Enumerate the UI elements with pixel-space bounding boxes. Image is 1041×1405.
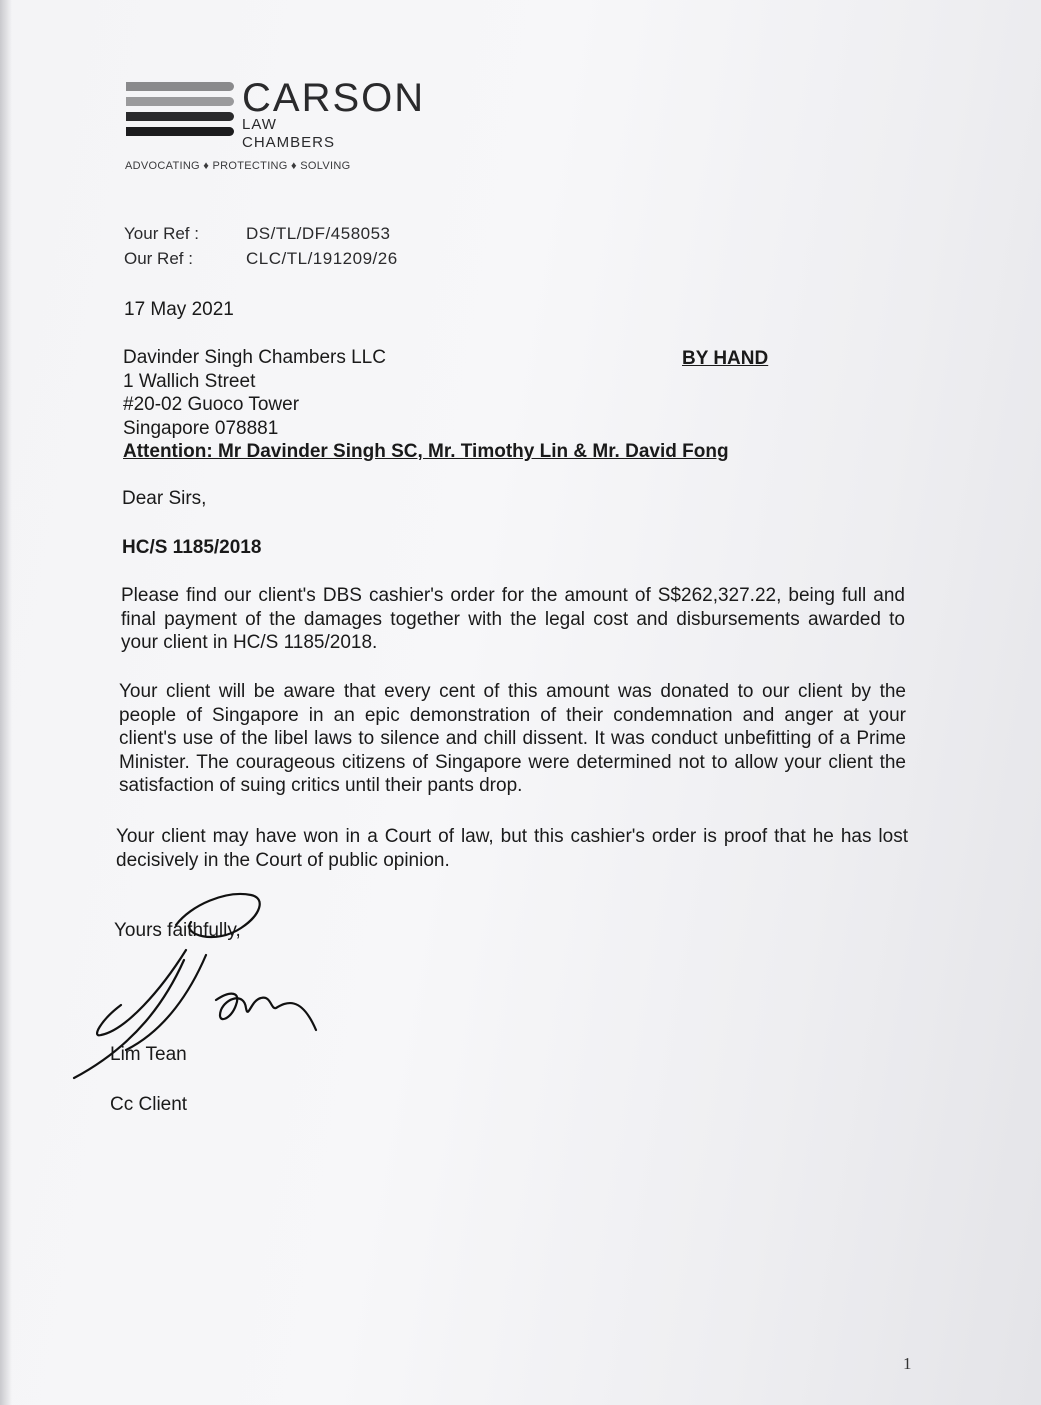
ref-value: DS/TL/DF/458053	[246, 224, 391, 243]
handwritten-signature-icon	[66, 880, 336, 1090]
ref-label: Our Ref :	[124, 249, 193, 268]
cc-line: Cc Client	[110, 1094, 188, 1115]
ref-value: CLC/TL/191209/26	[246, 249, 398, 268]
recipient-line2: 1 Wallich Street	[123, 370, 256, 392]
ref-label: Your Ref :	[124, 224, 199, 243]
page-number: 1	[903, 1354, 912, 1373]
attention-line: Attention: Mr Davinder Singh SC, Mr. Timothy Lin & Mr. David Fong	[123, 441, 729, 462]
letter-date: 17 May 2021	[124, 299, 234, 320]
delivery-method: BY HAND	[682, 348, 769, 369]
recipient-line1: Davinder Singh Chambers LLC	[123, 347, 386, 368]
firm-subtitle-chambers: CHAMBERS	[242, 134, 336, 151]
closing: Yours faithfully,	[114, 920, 241, 941]
firm-name: CARSON	[242, 76, 426, 120]
body-paragraph: Please find our client's DBS cashier's order for the amount of S$262,327.22, being full and final payment of the damages together with the legal cost and disbursements awarded to your client in HC/S 1185/2018.	[121, 585, 905, 653]
recipient-line4: Singapore 078881	[123, 417, 279, 439]
firm-tagline: ADVOCATING ♦ PROTECTING ♦ SOLVING	[125, 160, 351, 172]
subject-line: HC/S 1185/2018	[122, 537, 262, 558]
salutation: Dear Sirs,	[122, 488, 207, 509]
recipient-line3: #20-02 Guoco Tower	[123, 394, 300, 415]
firm-subtitle-law: LAW	[242, 116, 277, 133]
body-paragraph: Your client may have won in a Court of law, but this cashier's order is proof that he has lost decisively in the Court of public opinion.	[116, 826, 908, 871]
signatory-name: Lim Tean	[110, 1044, 187, 1065]
body-paragraph: Your client will be aware that every cent of this amount was donated to our client by the people of Singapore in an epic demonstration of their condemnation and anger at your client's use of the libel laws to silence and chill dissent. It was conduct unbefitting of a Prime Minister. The courageous citizens of Singapore were determined not to allow your client the satisfaction of suing critics until their pants drop.	[119, 681, 906, 796]
